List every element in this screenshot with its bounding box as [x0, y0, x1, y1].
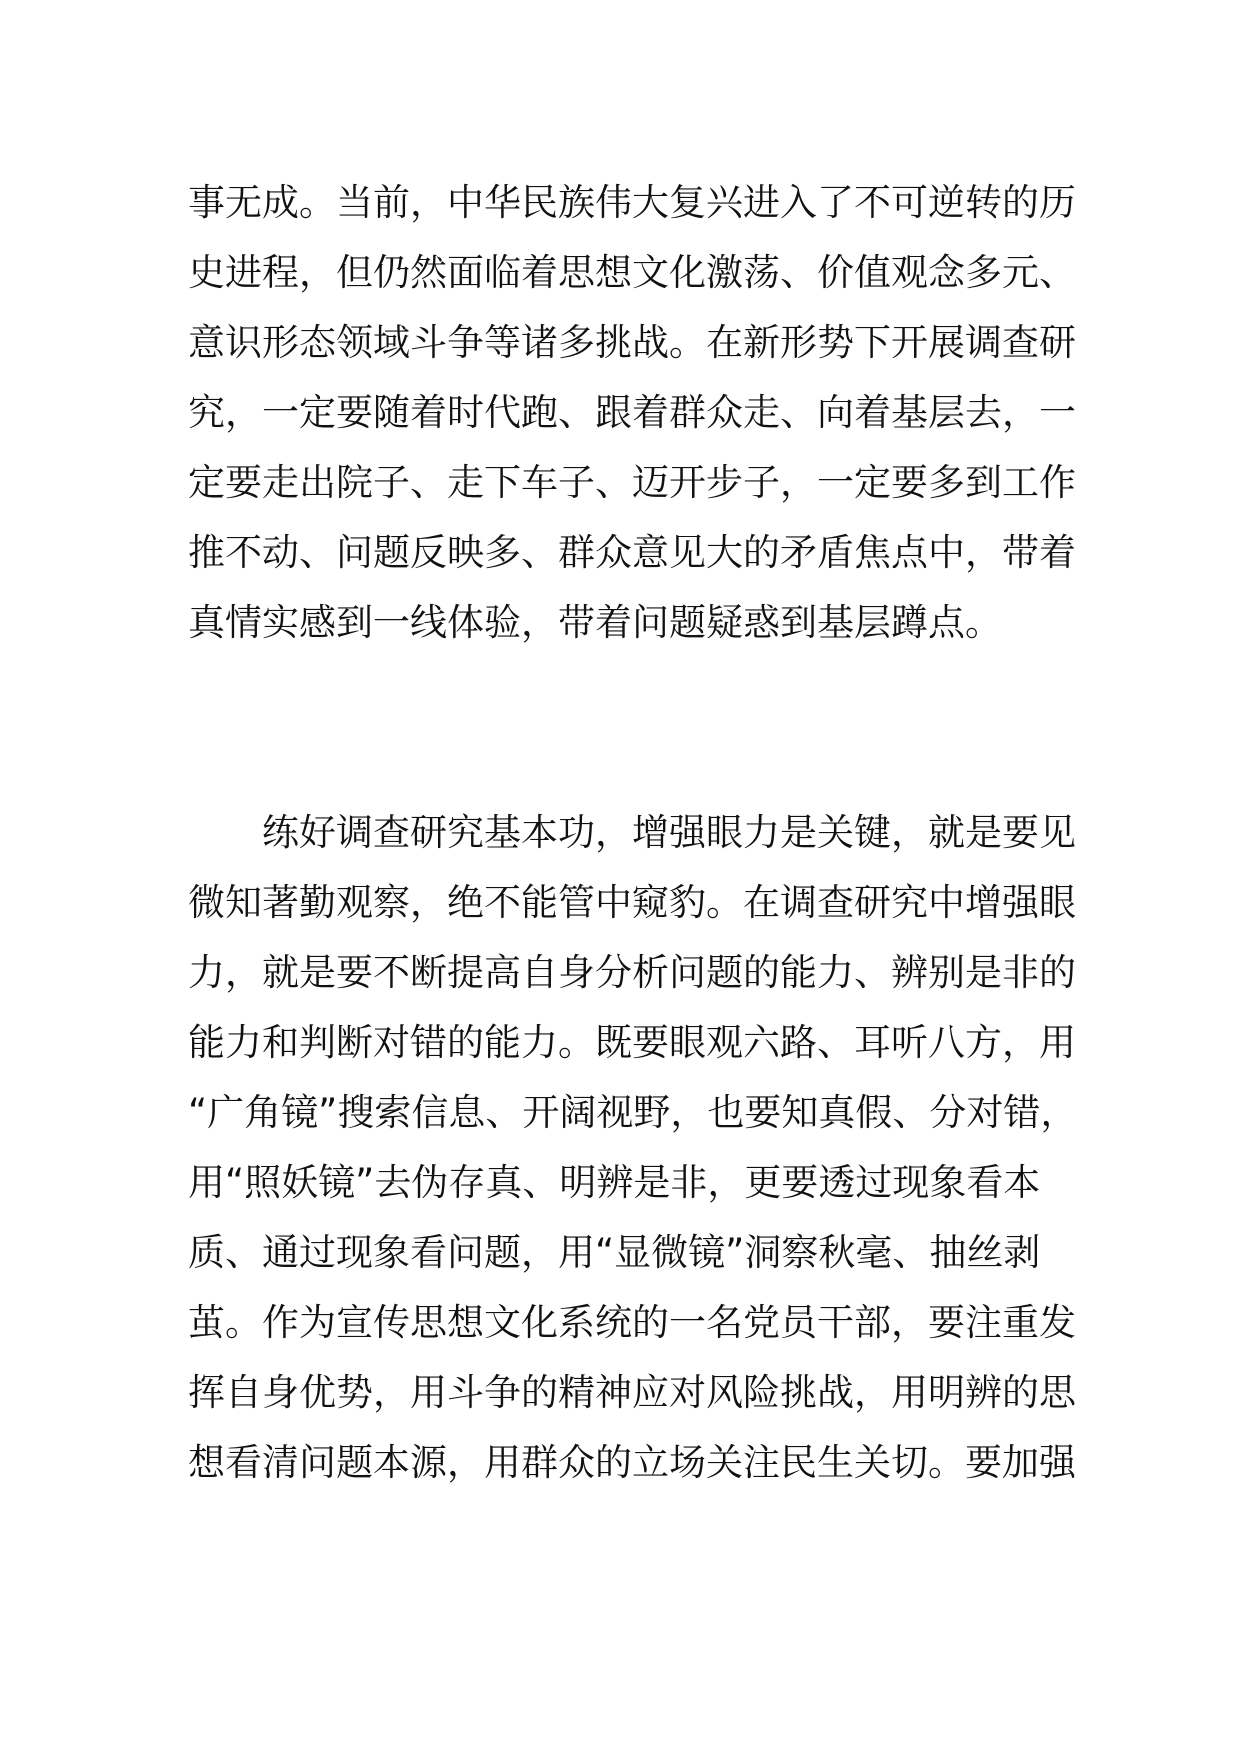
text-line: 微知著勤观察，绝不能管中窥豹。在调查研究中增强眼: [188, 881, 1076, 924]
text-line: 练好调查研究基本功，增强眼力是关键，就是要见: [188, 811, 1076, 854]
text-line: 挥自身优势，用斗争的精神应对风险挑战，用明辨的思: [188, 1371, 1076, 1414]
text-line: “广角镜”搜索信息、开阔视野，也要知真假、分对错，: [188, 1091, 1078, 1134]
text-line: 究，一定要随着时代跑、跟着群众走、向着基层去，一: [188, 391, 1076, 434]
text-line: 用“照妖镜”去伪存真、明辨是非，更要透过现象看本: [188, 1161, 1041, 1204]
text-line: 推不动、问题反映多、群众意见大的矛盾焦点中，带着: [188, 531, 1076, 574]
text-line: 事无成。当前，中华民族伟大复兴进入了不可逆转的历: [188, 181, 1076, 224]
text-line: 想看清问题本源，用群众的立场关注民生关切。要加强: [188, 1441, 1076, 1484]
text-line: 真情实感到一线体验，带着问题疑惑到基层蹲点。: [188, 601, 1002, 644]
text-line: 定要走出院子、走下车子、迈开步子，一定要多到工作: [188, 461, 1076, 504]
text-line: 茧。作为宣传思想文化系统的一名党员干部，要注重发: [188, 1301, 1076, 1344]
text-line: 质、通过现象看问题，用“显微镜”洞察秋毫、抽丝剥: [188, 1231, 1041, 1274]
text-line: 意识形态领域斗争等诸多挑战。在新形势下开展调查研: [188, 321, 1076, 364]
text-line: 力，就是要不断提高自身分析问题的能力、辨别是非的: [188, 951, 1076, 994]
text-line: 能力和判断对错的能力。既要眼观六路、耳听八方，用: [188, 1021, 1076, 1064]
text-line: 史进程，但仍然面临着思想文化激荡、价值观念多元、: [188, 251, 1076, 294]
